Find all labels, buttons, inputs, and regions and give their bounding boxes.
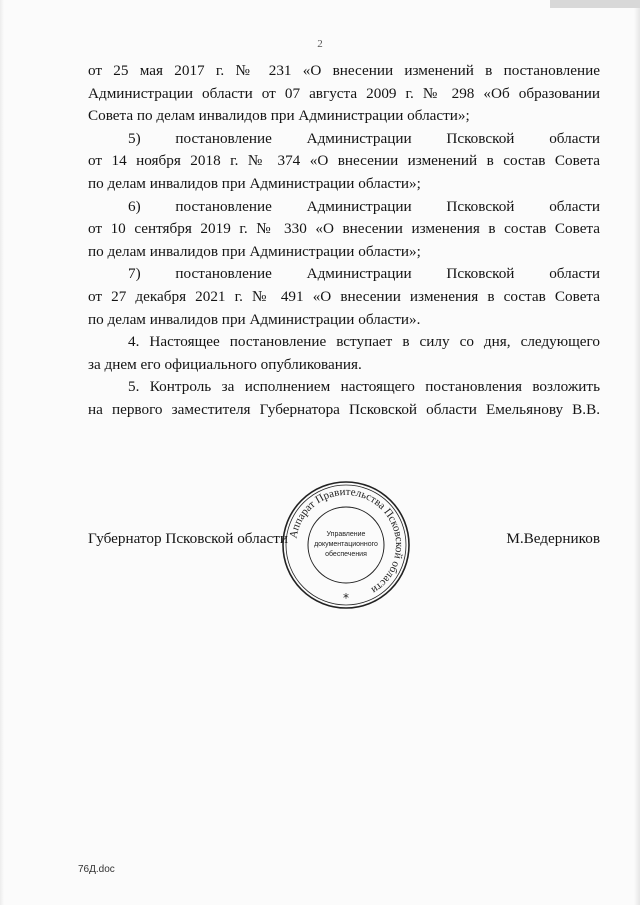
signatory-title: Губернатор Псковской области bbox=[88, 530, 288, 547]
stamp-ring-text: Аппарат Правительства Псковской области bbox=[287, 485, 406, 597]
item-5-word-4: области bbox=[549, 129, 600, 147]
stamp-center-line-2: документационного bbox=[314, 541, 378, 548]
signatory-name: М.Ведерников bbox=[506, 530, 600, 547]
stamp-center-line-1: Управление bbox=[326, 531, 366, 538]
item-7-line-1: от 27 декабря 2021 г. № 491 «О внесении изменения в состав Совета bbox=[88, 287, 600, 305]
scan-edge-left bbox=[0, 0, 4, 905]
p5-line-2: на первого заместителя Губернатора Псковской области Емельянову В.В. bbox=[88, 400, 600, 418]
item-7-word-4: области bbox=[549, 265, 600, 283]
official-seal-stamp bbox=[278, 477, 414, 613]
item-5-line-1: от 14 ноября 2018 г. № 374 «О внесении изменений в состав Совета bbox=[88, 152, 600, 170]
item-5-number: 5) bbox=[128, 129, 141, 147]
p1-line-3: Совета по делам инвалидов при Администрации области»; bbox=[88, 107, 470, 125]
item-6-word-3: Псковской bbox=[446, 197, 515, 215]
p1-line-1: от 25 мая 2017 г. № 231 «О внесении изменений в постановление bbox=[88, 62, 600, 79]
p1-line-2: Администрации области от 07 августа 2009 г. № 298 «Об образовании bbox=[88, 84, 600, 102]
item-6-word-1: постановление bbox=[175, 197, 272, 215]
item-7-word-3: Псковской bbox=[446, 265, 515, 283]
item-6-word-2: Администрации bbox=[306, 197, 412, 215]
item-7-line-2: по делам инвалидов при Администрации области». bbox=[88, 310, 421, 328]
page-number: 2 bbox=[317, 38, 323, 50]
item-5-word-3: Псковской bbox=[446, 129, 515, 147]
item-6-heading bbox=[88, 196, 600, 219]
item-7-number: 7) bbox=[128, 265, 141, 283]
stamp-star-icon: * bbox=[343, 591, 349, 605]
item-7-word-2: Администрации bbox=[306, 265, 412, 283]
p4-line-1: 4. Настоящее постановление вступает в силу со дня, следующего bbox=[128, 333, 600, 351]
item-6-line-1: от 10 сентября 2019 г. № 330 «О внесении изменения в состав Совета bbox=[88, 220, 600, 238]
scan-edge-right bbox=[634, 0, 640, 905]
stamp-center-line-3: обеспечения bbox=[325, 551, 367, 558]
footer-filename: 76Д.doc bbox=[78, 864, 115, 875]
item-5-word-2: Администрации bbox=[306, 129, 412, 147]
item-6-word-4: области bbox=[549, 197, 600, 215]
document-body bbox=[88, 60, 600, 422]
p5-line-1: 5. Контроль за исполнением настоящего постановления возложить bbox=[128, 378, 600, 396]
item-6-number: 6) bbox=[128, 197, 141, 215]
scan-edge-top bbox=[550, 0, 640, 8]
item-5-heading bbox=[88, 128, 600, 151]
item-5-word-1: постановление bbox=[175, 129, 272, 147]
item-5-line-2: по делам инвалидов при Администрации области»; bbox=[88, 174, 421, 192]
item-7-heading bbox=[88, 263, 600, 286]
p4-line-2: за днем его официального опубликования. bbox=[88, 355, 362, 373]
item-7-word-1: постановление bbox=[175, 265, 272, 283]
item-6-line-2: по делам инвалидов при Администрации области»; bbox=[88, 242, 421, 260]
